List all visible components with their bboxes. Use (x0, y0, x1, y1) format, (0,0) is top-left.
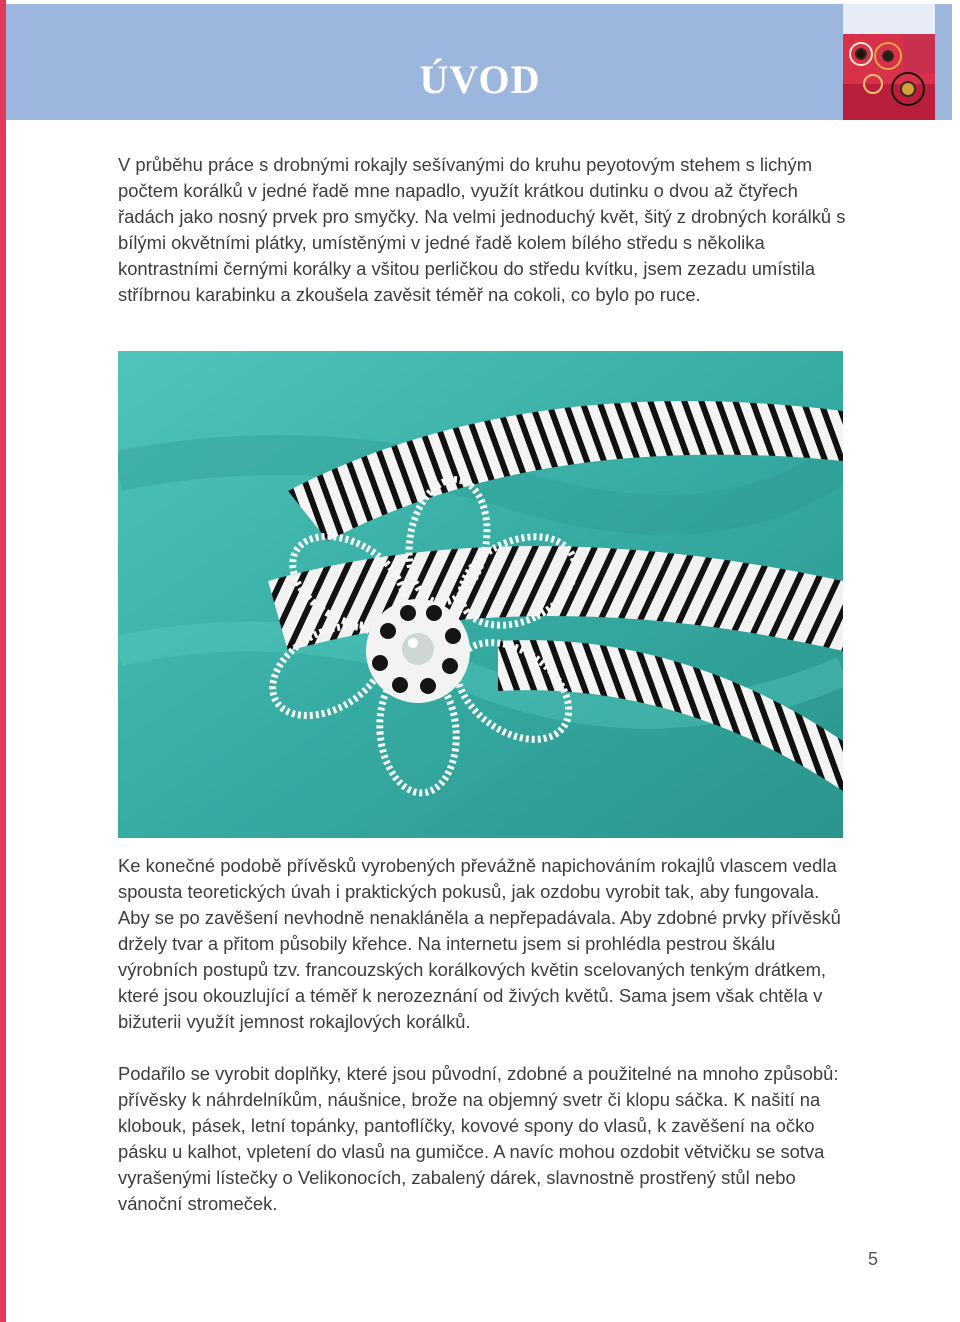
thumbnail-frame (843, 4, 935, 34)
intro-paragraph: V průběhu práce s drobnými rokajly sešívanými do kruhu peyotovým stehem s lichým počtem korálků v jedné řadě mne napadlo, využít krátkou dutinku o dvou až čtyřech řadách jako nosný prvek pro smyčky. Na velmi jednoduchý květ, šitý z drobných korálků s bílými okvětními plátky, umístěnými v jedné řadě kolem bílého středu s několika kontrastními černými korálky a všitou perličkou do středu kvítku, jsem zezadu umístila stříbrnou karabinku a zkoušela zavěsit téměř na cokoli, co bylo po ruce. (118, 154, 846, 305)
beaded-flower-photo (118, 351, 843, 838)
left-accent-bar (0, 0, 6, 1322)
page-number: 5 (868, 1249, 879, 1269)
page-title: ÚVOD (419, 57, 541, 102)
body-paragraph-2: Podařilo se vyrobit doplňky, které jsou původní, zdobné a použitelné na mnoho způsobů: přívěsky k náhrdelníkům, náušnice, brože na objemný svetr či klopu sáčka. K našití na klobouk, pásek, letní topánky, pantoflíčky, kovové spony do vlasů, k zavěšení na očko pásku u kalhot, vpletení do vlasů na gumičce. A navíc mohou ozdobit větvičku se sotva vyrašenými lístečky o Velikonocích, zabalený dárek, slavnostně prostřený stůl nebo vánoční stromeček. (118, 1063, 839, 1214)
body-paragraph-1: Ke konečné podobě přívěsků vyrobených převážně napichováním rokajlů vlascem vedla spousta teoretických úvah i praktických pokusů, jak ozdobu vyrobit tak, aby fungovala. Aby se po zavěšení nevhodně nenakláněla a nepřepadávala. Aby zdobné prvky přívěsků držely tvar a přitom působily křehce. Na internetu jsem si prohlédla pestrou škálu výrobních postupů tzv. francouzských korálkových květin scelovaných tenkým drátkem, které jsou okouzlující a téměř k nerozeznání od živých květů. Sama jsem však chtěla v bižuterii využít jemnost rokajlových korálků. (118, 855, 841, 1032)
